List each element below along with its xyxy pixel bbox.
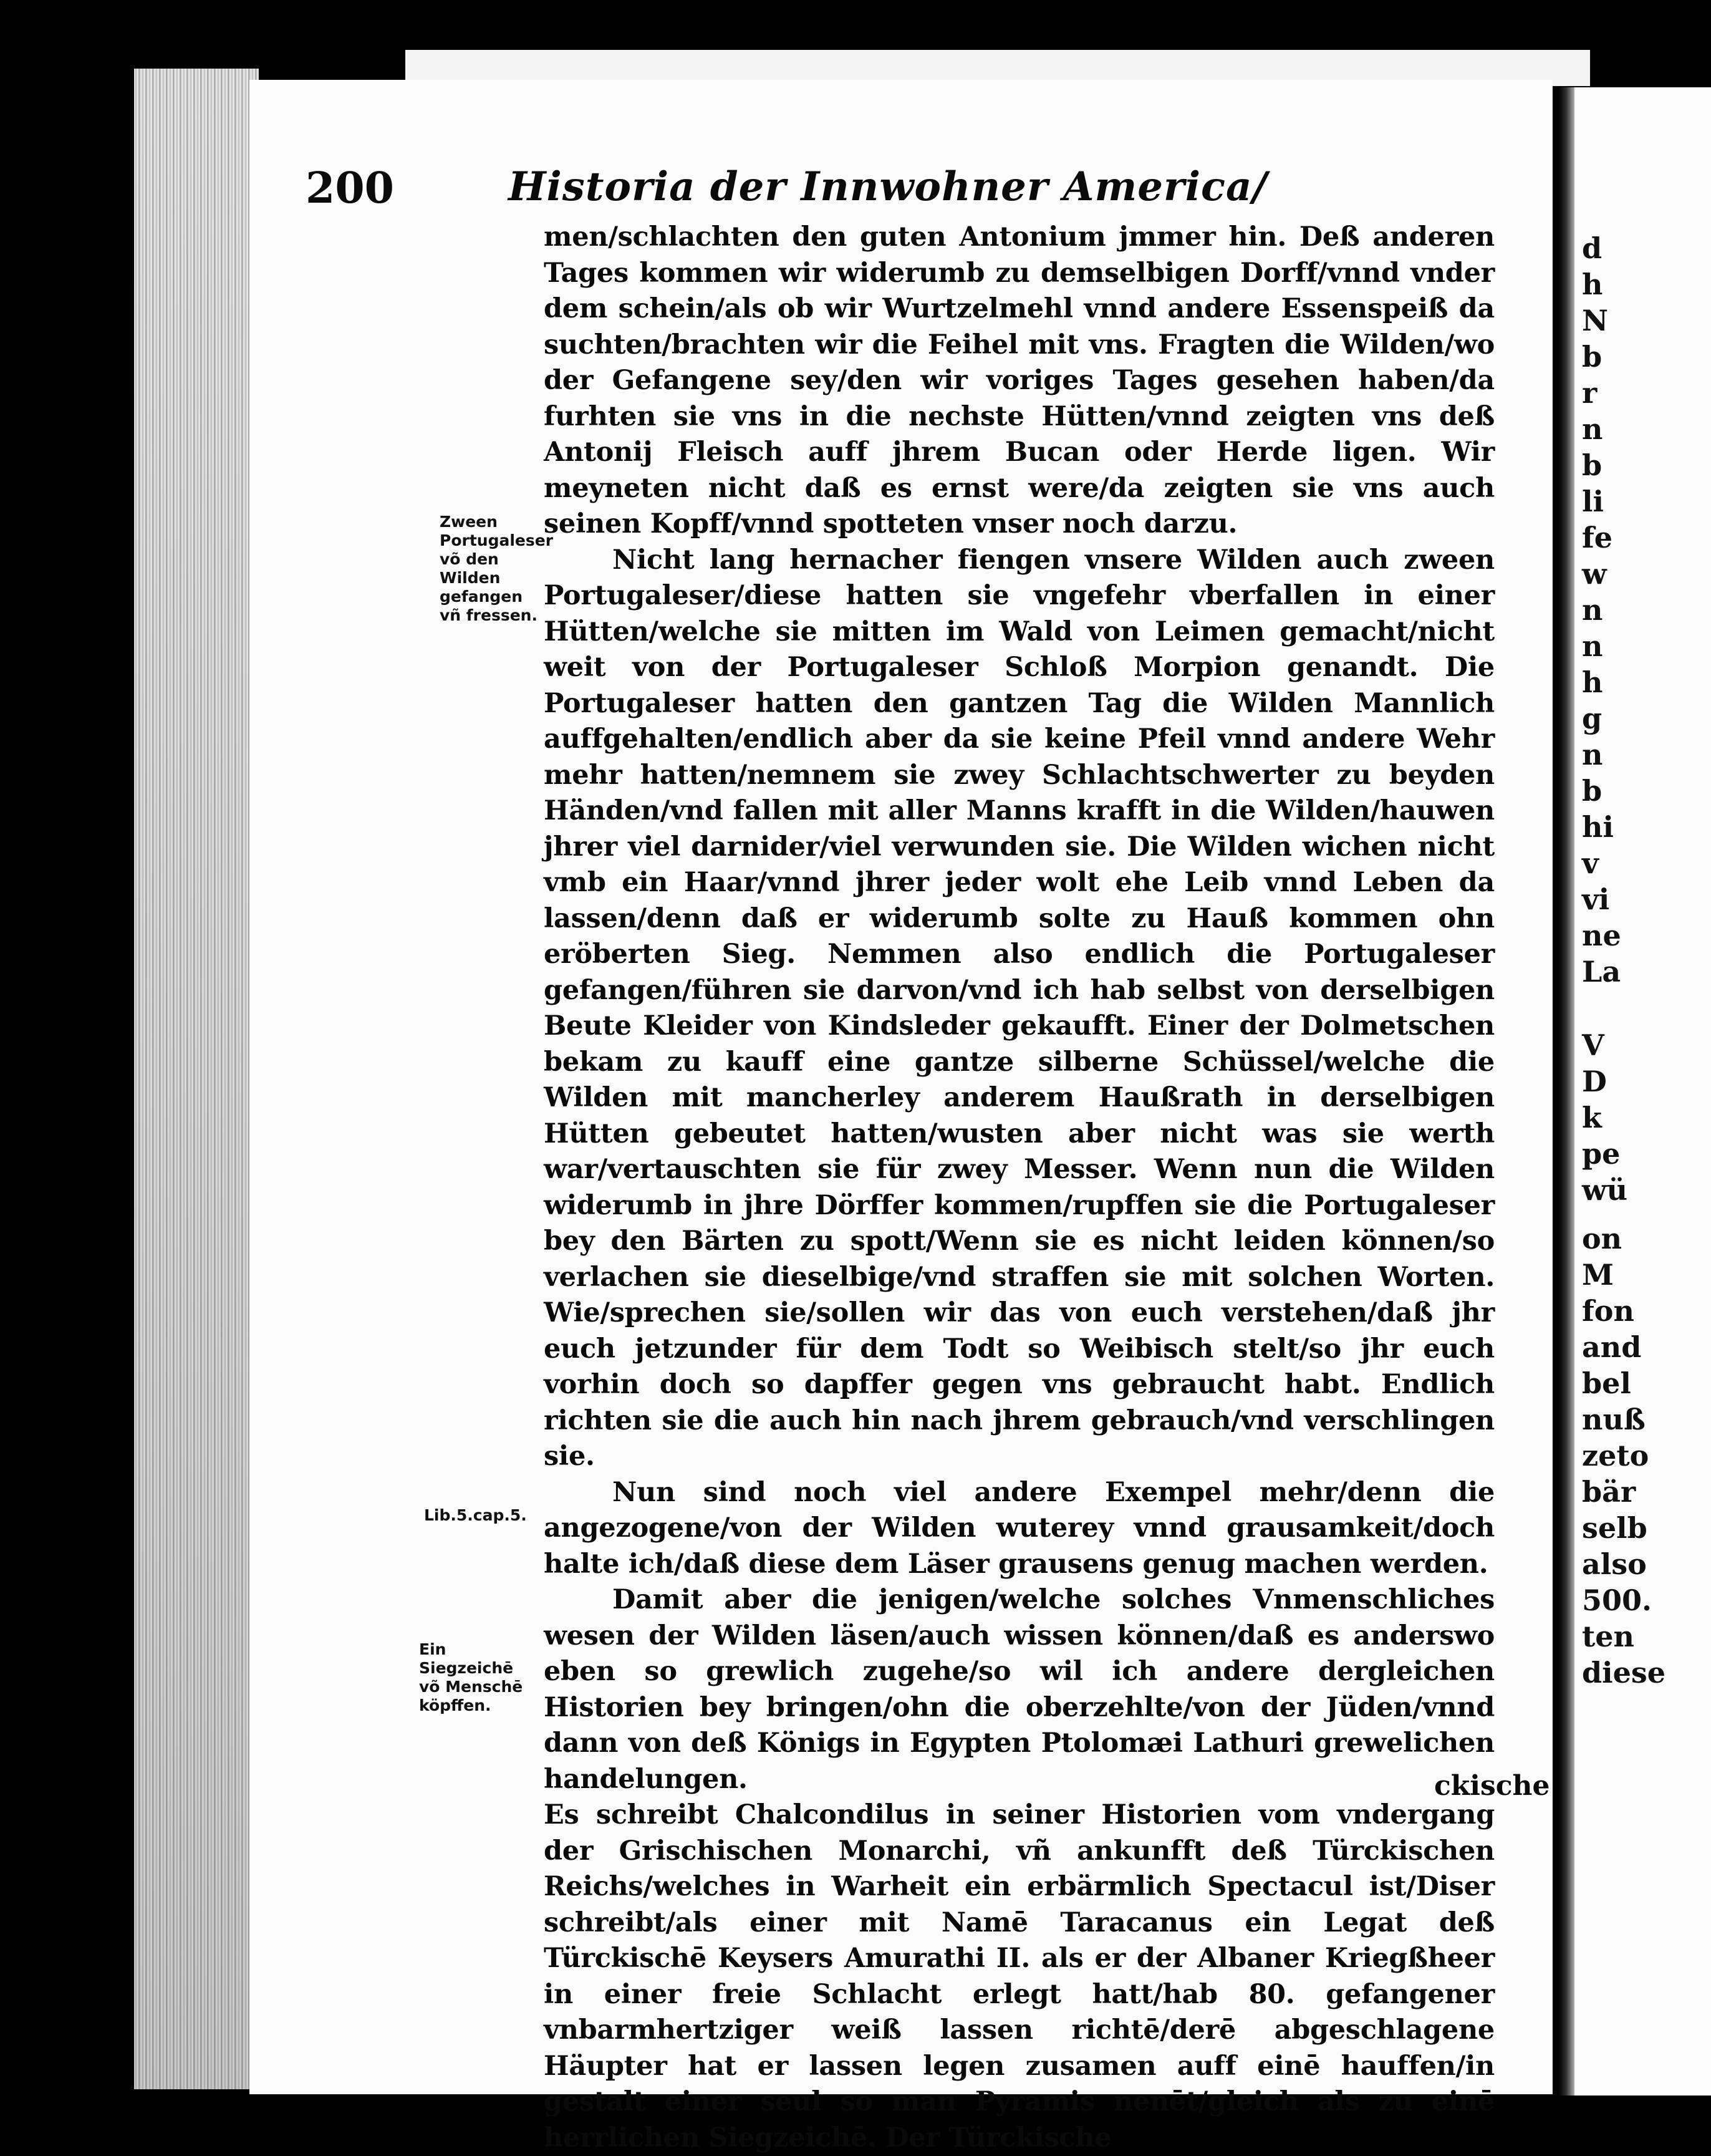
right-page-text-fragment: on xyxy=(1582,1222,1622,1255)
right-page-text-fragment: n xyxy=(1582,412,1603,446)
right-page-text-fragment: zeto xyxy=(1582,1439,1649,1472)
right-page-text-fragment: bär xyxy=(1582,1475,1636,1509)
paragraph-1: men/schlachten den guten Antonium jmmer hin. Deß anderen Tages kommen wir widerumb zu demselbigen Dorff/vnnd vnder dem schein/als ob wir Wurtzelmehl vnnd andere Essenspeiß da suchten/brachten wir die Feihel mit vns. Fragten die Wilden/wo der Gefangene sey/den wir voriges Tages gesehen haben/da furhten sie vns in die nechste Hütten/vnnd zeigten vns deß Antonij Fleisch auff jhrem Bucan oder Herde ligen. Wir meyneten nicht daß es ernst were/da zeigten sie vns auch seinen Kopff/vnnd spotteten vnser noch darzu. xyxy=(544,221,1495,539)
right-page-text-fragment: ten xyxy=(1582,1620,1634,1653)
right-page-text-fragment: n xyxy=(1582,738,1603,771)
paragraph-2: Nicht lang hernacher fiengen vnsere Wilden auch zween Portugaleser/diese hatten sie vngefehr vberfallen in einer Hütten/welche sie mitten im Wald von Leimen gemacht/nicht weit von der Portugaleser Schloß Morpion genandt. Die Portugaleser hatten den gantzen Tag die Wilden Mannlich auffgehalten/endlich aber da sie keine Pfeil vnnd andere Wehr mehr hatten/nemnem sie zwey Schlachtschwerter zu beyden Händen/vnd fallen mit aller Manns krafft in die Wilden/hauwen jhrer viel darnider/viel verwunden sie. Die Wilden wichen nicht vmb ein Haar/vnnd jhrer jeder wolt ehe Leib vnnd Leben da lassen/denn daß er widerumb solte zu Hauß kommen ohn eröberten Sieg. Nemmen also endlich die Portugaleser gefangen/führen sie darvon/vnd ich hab selbst von derselbigen Beute Kleider von Kindsleder gekaufft. Einer der Dolmetschen bekam zu kauff eine gantze silberne Schüssel/welche die Wilden mit mancherley anderem Haußrath in derselbigen Hütten gebeutet hatten/wusten aber nicht was sie werth war/vertauschten sie für zwey Messer. Wenn nun die Wilden widerumb in jhre Dörffer kommen/rupffen sie die Portugaleser bey den Bärten zu spott/Wenn sie es nicht leiden können/so verlachen sie dieselbige/vnd straffen sie mit solchen Worten. Wie/sprechen sie/sollen wir das von euch verstehen/daß jhr euch jetzunder für dem Todt so Weibisch stelt/so jhr euch vorhin doch so dapffer gegen vns gebraucht habt. Endlich richten sie die auch hin nach jhrem gebrauch/vnd verschlingen sie. xyxy=(544,544,1495,1472)
right-page-text-fragment: diese xyxy=(1582,1656,1666,1690)
right-page-text-fragment: D xyxy=(1582,1065,1607,1098)
right-page-text-fragment: vi xyxy=(1582,882,1610,916)
page-header xyxy=(306,163,1291,220)
right-page-text-fragment: also xyxy=(1582,1547,1647,1581)
right-page-text-fragment: bel xyxy=(1582,1366,1631,1400)
right-page-text-fragment: v xyxy=(1582,846,1599,880)
right-page-text-fragment: b xyxy=(1582,448,1603,482)
right-page-text-fragment: li xyxy=(1582,485,1604,518)
right-page-text-fragment: ne xyxy=(1582,919,1621,952)
running-title: Historia der Innwohner America/ xyxy=(508,163,1268,210)
right-page-text-fragment: d xyxy=(1582,231,1603,265)
right-page-text-fragment: b xyxy=(1582,774,1603,808)
margin-note-siegzeichen: Ein Siegzeichē võ Menschē köpffen. xyxy=(419,1640,523,1714)
right-page-text-fragment: b xyxy=(1582,340,1603,374)
right-page-text-fragment: n xyxy=(1582,629,1603,663)
right-page-text-fragment: n xyxy=(1582,593,1603,627)
page-number: 200 xyxy=(306,163,394,213)
right-page-text-fragment: nuß xyxy=(1582,1403,1646,1436)
book-fore-edge xyxy=(134,69,259,2089)
right-page-text-fragment: k xyxy=(1582,1101,1602,1134)
right-page-text-fragment: h xyxy=(1582,268,1603,301)
paragraph-4: Damit aber die jenigen/welche solches Vnmenschliches wesen der Wilden läsen/auch wissen können/daß es anderswo eben so grewlich zugehe/so wil ich andere dergleichen Historien bey bringen/ohn die oberzehlte/von der Jüden/vnnd dann von deß Königs in Egypten Ptolomæi Lathuri grewelichen handelungen. xyxy=(544,1584,1495,1795)
body-text xyxy=(544,220,1495,2156)
right-page-text-fragment: V xyxy=(1582,1028,1604,1062)
right-page-text-fragment: 500. xyxy=(1582,1583,1652,1617)
right-page-text-fragment: pe xyxy=(1582,1137,1621,1171)
right-page-text-fragment: r xyxy=(1582,376,1598,410)
right-page-text-fragment: N xyxy=(1582,304,1609,337)
right-page-text-fragment: La xyxy=(1582,955,1621,989)
margin-note-portugaleser: Zween Portugaleser võ den Wilden gefangen vñ fressen. xyxy=(440,513,554,624)
right-page-text-fragment: selb xyxy=(1582,1511,1647,1545)
paragraph-5: Es schreibt Chalcondilus in seiner Historien vom vndergang der Grischischen Monarchi, vñ ankunfft deß Türckischen Reichs/welches in Warheit ein erbärmlich Spectacul ist/Diser schreibt/als einer mit Namē Taracanus ein Legat deß Türckischē Keysers Amurathi II. als er der Albaner Kriegßheer in einer freie Schlacht erlegt hatt/hab 80. gefangener vnbarmhertziger weiß lassen richtē/derē abgeschlagene Häupter hat er lassen legen zusamen auff einē hauffen/in gestalt einer seul so man Pyramis nenēt/gleich als zu einē herrlichen Siegzeichē. Der Türckische xyxy=(544,1799,1495,2154)
catchword: ckische xyxy=(1434,1770,1550,1802)
right-page-text-fragment: w xyxy=(1582,557,1607,591)
right-page-text-fragment: g xyxy=(1582,702,1603,735)
margin-note-reference: Lib.5.cap.5. xyxy=(424,1506,527,1524)
right-page-text-fragment: h xyxy=(1582,665,1603,699)
right-page-text-fragment: wü xyxy=(1582,1173,1628,1207)
paragraph-3: Nun sind noch viel andere Exempel mehr/denn die angezogene/von der Wilden wuterey vnnd grausamkeit/doch halte ich/daß diese dem Läser grausens genug machen werden. xyxy=(544,1476,1495,1580)
right-page-text-fragment: fe xyxy=(1582,521,1613,554)
right-page-fragment xyxy=(1574,87,1711,2096)
right-page-text-fragment: M xyxy=(1582,1258,1614,1292)
right-page-text-fragment: and xyxy=(1582,1330,1642,1364)
right-page-text-fragment: hi xyxy=(1582,810,1614,844)
right-page-text-fragment: fon xyxy=(1582,1294,1634,1328)
